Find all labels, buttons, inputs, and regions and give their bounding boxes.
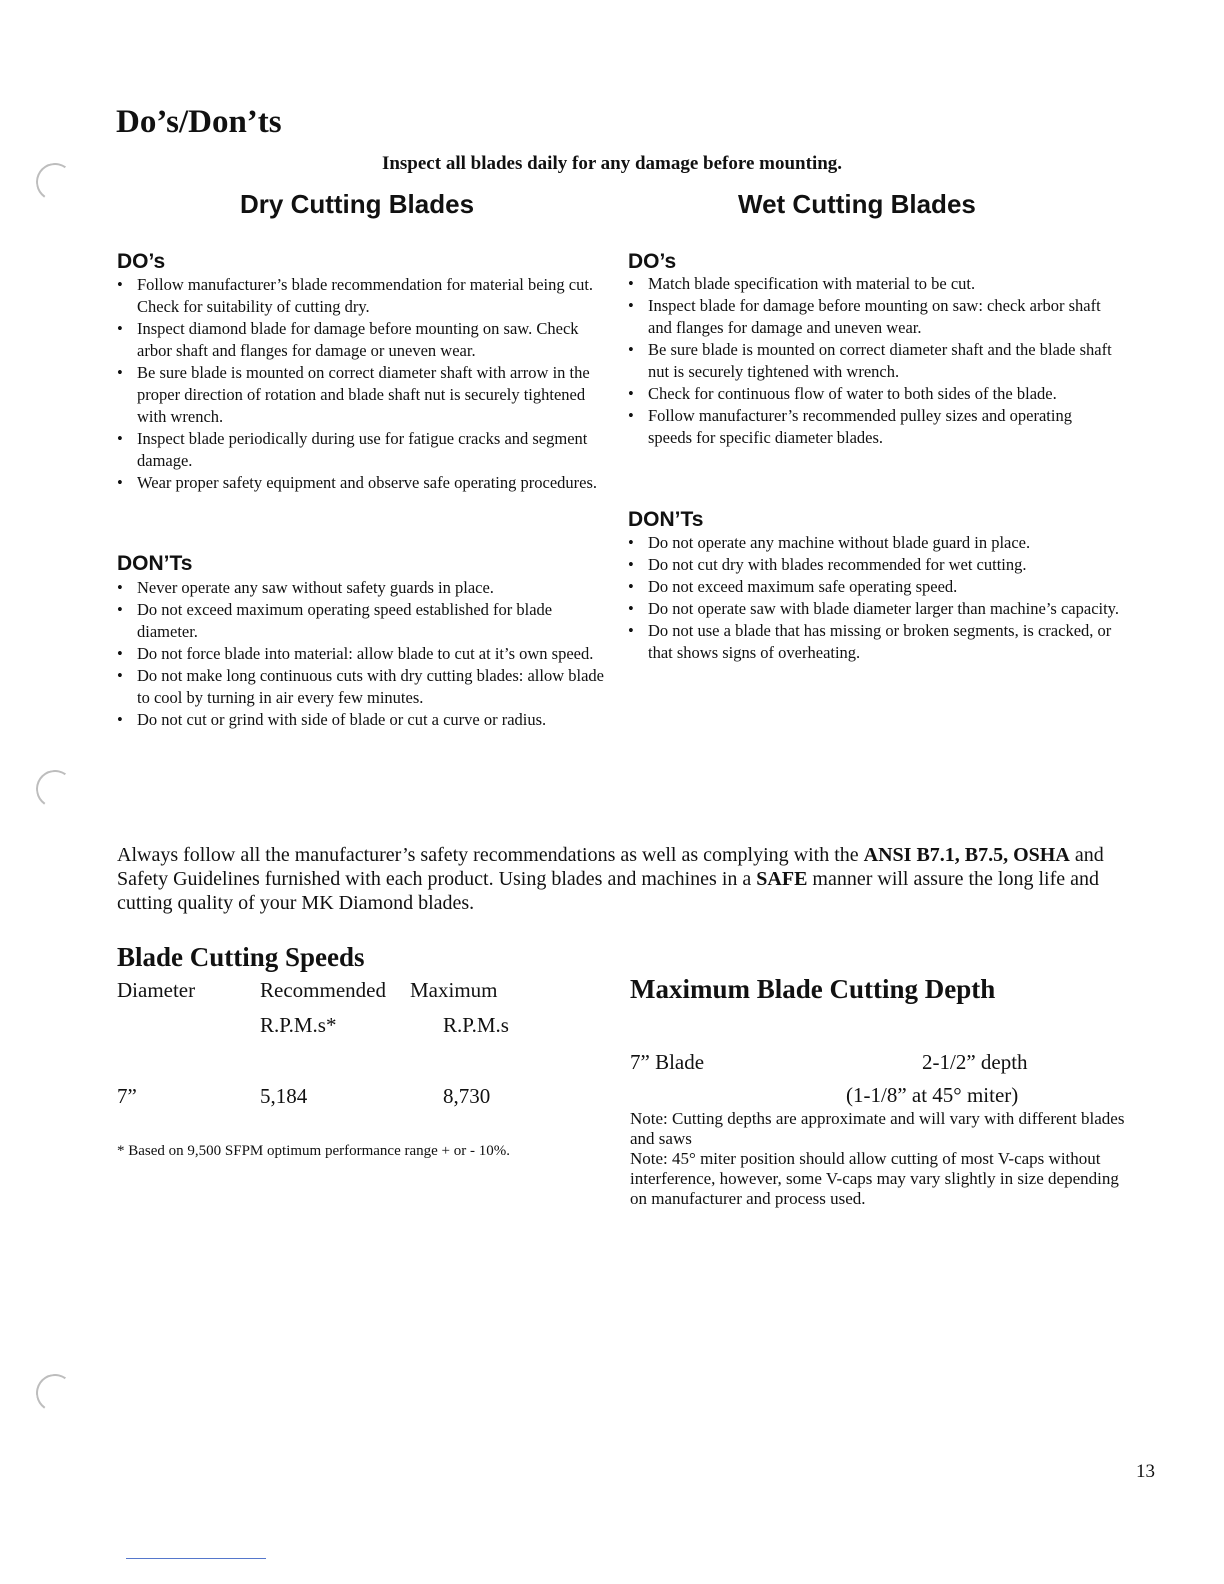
list-item: • Do not make long continuous cuts with dry cutting blades: allow blade to cool by turning in air every few minutes.: [117, 665, 607, 709]
speeds-title: Blade Cutting Speeds: [117, 942, 365, 972]
list-item: • Do not operate saw with blade diameter larger than machine’s capacity.: [628, 598, 1120, 620]
list-item: • Do not cut dry with blades recommended for wet cutting.: [628, 554, 1120, 576]
list-item: • Do not cut or grind with side of blade or cut a curve or radius.: [117, 709, 607, 731]
depth-title: Maximum Blade Cutting Depth: [630, 974, 996, 1004]
page-title: Do’s/Don’ts: [116, 104, 282, 140]
punch-hole-middle: [33, 767, 77, 811]
list-item: • Do not exceed maximum operating speed established for blade diameter.: [117, 599, 607, 643]
safety-paragraph: [117, 843, 1107, 915]
depth-notes: [630, 1109, 1130, 1209]
list-item: • Do not operate any machine without blade guard in place.: [628, 532, 1120, 554]
list-item: • Be sure blade is mounted on correct diameter shaft and the blade shaft nut is securely tightened with wrench.: [628, 339, 1118, 383]
wet-dos-heading: DO’s: [628, 250, 677, 273]
depth-miter: (1-1/8” at 45° miter): [846, 1083, 1019, 1107]
speed-row-diameter: 7”: [117, 1084, 137, 1108]
dry-dos-list: [117, 274, 607, 494]
wet-cutting-heading: Wet Cutting Blades: [738, 189, 976, 219]
dry-dos-heading: DO’s: [117, 250, 166, 273]
speed-row-maximum: 8,730: [443, 1084, 491, 1108]
list-item: • Inspect blade for damage before mounting on saw: check arbor shaft and flanges for damage and uneven wear.: [628, 295, 1118, 339]
list-item: • Do not exceed maximum safe operating speed.: [628, 576, 1120, 598]
list-item: • Inspect diamond blade for damage before mounting on saw. Check arbor shaft and flanges for damage or uneven wear.: [117, 318, 607, 362]
subheader-recommended-rpm: R.P.M.s*: [260, 1013, 337, 1037]
list-item: • Do not use a blade that has missing or broken segments, is cracked, or that shows signs of overheating.: [628, 620, 1120, 664]
list-item: • Follow manufacturer’s recommended pulley sizes and operating speeds for specific diameter blades.: [628, 405, 1118, 449]
safety-text: manner will assure the long life and cutting quality of your MK Diamond blades.: [117, 868, 1099, 914]
safety-emphasis: SAFE: [756, 868, 808, 890]
wet-dos-list: [628, 273, 1118, 449]
list-item: • Follow manufacturer’s blade recommendation for material being cut. Check for suitability of cutting dry.: [117, 274, 607, 318]
dry-cutting-heading: Dry Cutting Blades: [240, 189, 475, 219]
depth-blade: 7” Blade: [630, 1050, 705, 1074]
wet-donts-list: [628, 532, 1120, 664]
col-header-recommended: Recommended: [260, 978, 386, 1002]
list-item: • Check for continuous flow of water to both sides of the blade.: [628, 383, 1118, 405]
page-subtitle: Inspect all blades daily for any damage before mounting.: [381, 153, 843, 174]
list-item: • Wear proper safety equipment and observe safe operating procedures.: [117, 472, 607, 494]
footer-rule: [126, 1558, 266, 1559]
list-item: • Never operate any saw without safety guards in place.: [117, 577, 607, 599]
list-item: • Match blade specification with material to be cut.: [628, 273, 1118, 295]
depth-value: 2-1/2” depth: [922, 1050, 1028, 1074]
wet-donts-heading: DON’Ts: [628, 508, 704, 531]
safety-standards: ANSI B7.1, B7.5, OSHA: [863, 844, 1070, 866]
depth-note-2: Note: 45° miter position should allow cutting of most V-caps without interference, however, some V-caps may vary slightly in size depending on manufacturer and process used.: [630, 1149, 1119, 1208]
dry-donts-list: [117, 577, 607, 731]
speed-row-recommended: 5,184: [260, 1084, 308, 1108]
list-item: • Inspect blade periodically during use for fatigue cracks and segment damage.: [117, 428, 607, 472]
col-header-diameter: Diameter: [117, 978, 196, 1002]
list-item: • Do not force blade into material: allow blade to cut at it’s own speed.: [117, 643, 607, 665]
depth-note-1: Note: Cutting depths are approximate and will vary with different blades and saws: [630, 1109, 1125, 1148]
punch-hole-bottom: [33, 1371, 77, 1415]
speeds-footnote: * Based on 9,500 SFPM optimum performance range + or - 10%.: [117, 1143, 510, 1159]
list-item: • Be sure blade is mounted on correct diameter shaft with arrow in the proper direction of rotation and blade shaft nut is securely tightened with wrench.: [117, 362, 607, 428]
page-number: 13: [1136, 1461, 1155, 1482]
dry-donts-heading: DON’Ts: [117, 552, 193, 575]
col-header-maximum: Maximum: [410, 978, 498, 1002]
safety-text: Always follow all the manufacturer’s safety recommendations as well as complying with the: [117, 844, 864, 866]
subheader-maximum-rpm: R.P.M.s: [443, 1013, 509, 1037]
safety-text: and Safety Guidelines furnished with each product. Using blades and machines in a: [117, 844, 1104, 890]
